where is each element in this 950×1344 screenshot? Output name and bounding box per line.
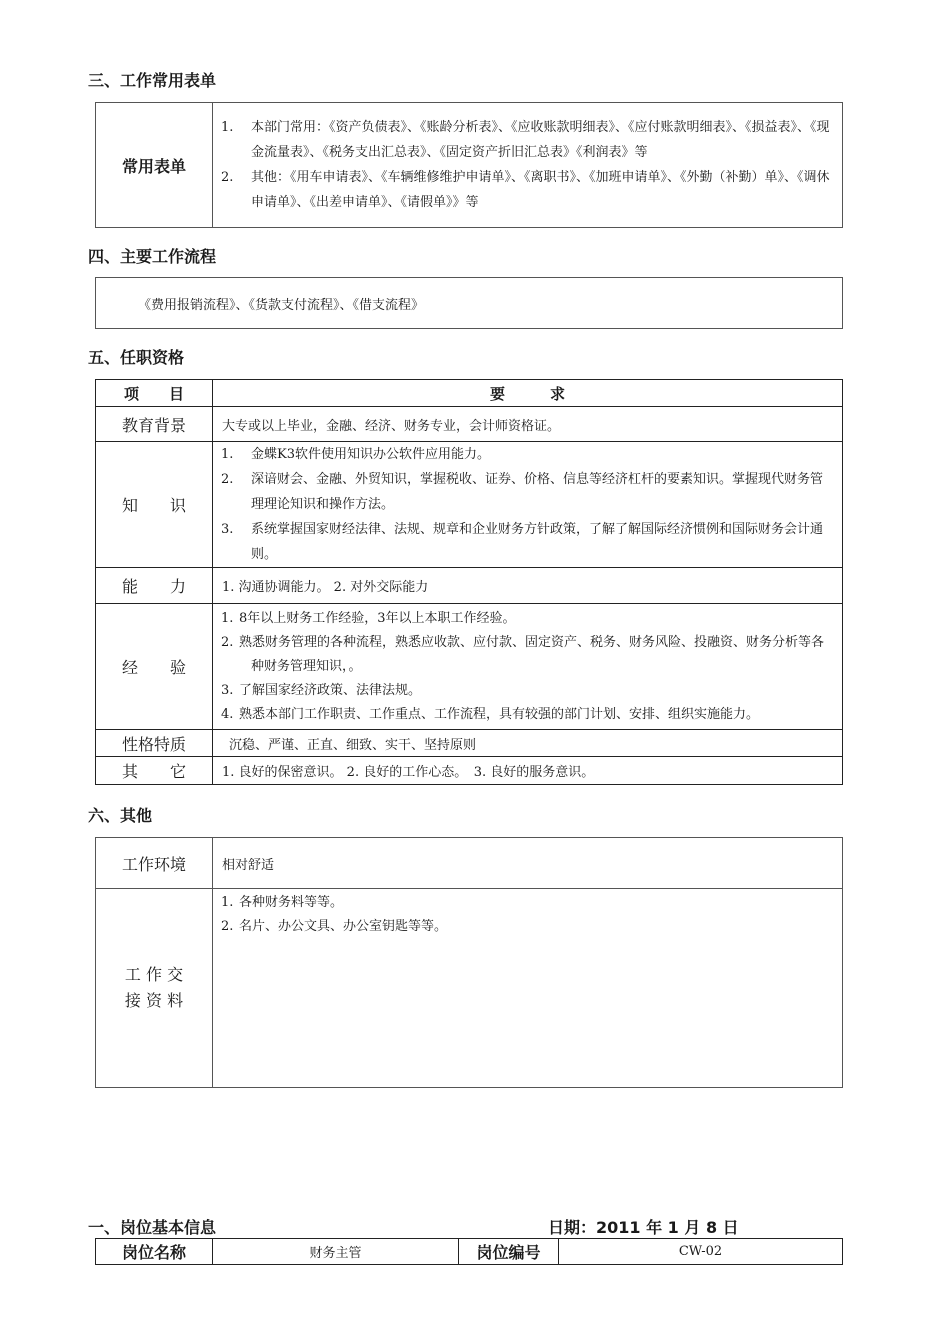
knowledge-list	[221, 442, 834, 567]
forms-table	[95, 102, 843, 228]
handover-label-line2: 接 资 料	[124, 991, 184, 1010]
list-item: 2. 深谙财会、金融、外贸知识，掌握税收、证券、价格、信息等经济杠杆的要素知识。掌握现代财务管理理论知识和操作方法。	[221, 472, 824, 512]
header-requirement: 要 求	[213, 380, 843, 407]
list-item: 2. 熟悉财务管理的各种流程，熟悉应收款、应付款、固定资产、税务、财务风险、投融资、财务分析等各种财务管理知识，。	[221, 634, 825, 674]
knowledge-content	[213, 442, 843, 568]
other-table	[95, 837, 843, 1088]
knowledge-label: 知 识	[96, 442, 213, 568]
handover-label	[96, 889, 213, 1088]
forms-label: 常用表单	[96, 103, 213, 228]
experience-content	[213, 604, 843, 730]
section-heading-qualification: 五、任职资格	[88, 348, 185, 367]
list-item: 4. 熟悉本部门工作职责、工作重点、工作流程，具有较强的部门计划、安排、组织实施能力。	[221, 706, 760, 722]
process-box	[95, 277, 843, 329]
section-heading-other: 六、其他	[88, 806, 153, 825]
environment-text: 相对舒适	[213, 838, 843, 889]
section-heading-basic: 一、岗位基本信息	[88, 1218, 217, 1237]
handover-content	[213, 889, 843, 1088]
ability-text: 1. 沟通协调能力。 2. 对外交际能力	[213, 568, 843, 604]
forms-content	[213, 103, 843, 228]
section-heading-process: 四、主要工作流程	[88, 247, 217, 266]
list-item: 3. 了解国家经济政策、法律法规。	[221, 682, 422, 698]
education-label: 教育背景	[96, 407, 213, 442]
list-item: 2. 名片、办公文具、办公室钥匙等等。	[221, 919, 448, 934]
list-item: 2. 其他：《用车申请表》、《车辆维修维护申请单》、《离职书》、《加班申请单》、《外勤（补勤）单》、《调休申请单》、《出差申请单》、《请假单》》等	[221, 170, 830, 210]
experience-label: 经 验	[96, 604, 213, 730]
ability-label: 能 力	[96, 568, 213, 604]
date-label: 日期：2011 年 1 月 8 日	[548, 1218, 739, 1237]
personality-label: 性格特质	[96, 730, 213, 757]
position-name-value: 财务主管	[213, 1239, 459, 1265]
position-name-label: 岗位名称	[96, 1239, 213, 1265]
personality-text: 沉稳、严谨、正直、细致、实干、坚持原则	[213, 730, 843, 757]
list-item: 1. 本部门常用：《资产负债表》、《账龄分析表》、《应收账款明细表》、《应付账款明细表》、《损益表》、《现金流量表》、《税务支出汇总表》、《固定资产折旧汇总表》《利润表》等	[221, 120, 830, 160]
basic-info-table	[95, 1238, 843, 1265]
list-item: 1. 8年以上财务工作经验，3年以上本职工作经验。	[221, 610, 516, 626]
position-code-label: 岗位编号	[459, 1239, 559, 1265]
qualification-table	[95, 379, 843, 785]
environment-label: 工作环境	[96, 838, 213, 889]
others-label: 其 它	[96, 757, 213, 785]
forms-list	[221, 115, 834, 215]
list-item: 3. 系统掌握国家财经法律、法规、规章和企业财务方针政策，了解了解国际经济惯例和国际财务会计通则。	[221, 522, 824, 562]
position-code-value: CW-02	[559, 1239, 843, 1265]
education-text: 大专或以上毕业，金融、经济、财务专业，会计师资格证。	[213, 407, 843, 442]
process-text: 《费用报销流程》、《货款支付流程》、《借支流程》	[96, 278, 843, 329]
header-item: 项 目	[96, 380, 213, 407]
handover-label-line1: 工 作 交	[124, 965, 184, 984]
others-text: 1. 良好的保密意识。 2. 良好的工作心态。 3. 良好的服务意识。	[213, 757, 843, 785]
section-heading-forms: 三、工作常用表单	[88, 71, 217, 90]
experience-list	[221, 607, 834, 727]
list-item: 1. 各种财务料等等。	[221, 895, 344, 910]
list-item: 1. 金蝶K3软件使用知识办公软件应用能力。	[221, 447, 490, 462]
handover-list	[221, 891, 834, 939]
